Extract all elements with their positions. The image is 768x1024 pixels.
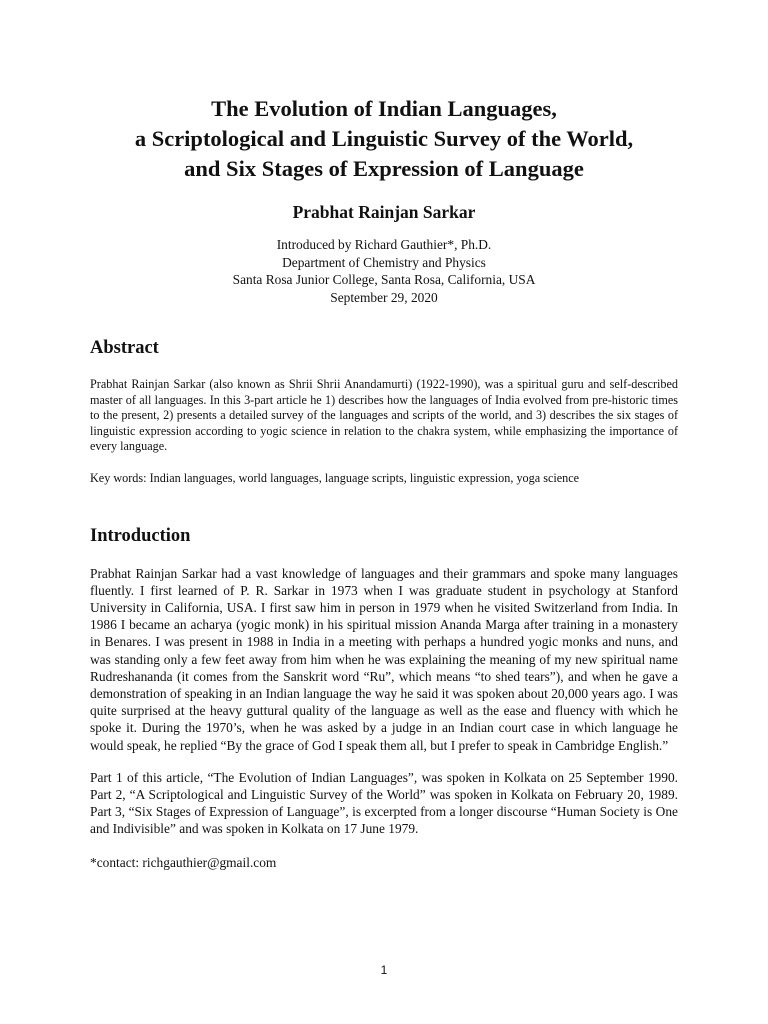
title-line-1: The Evolution of Indian Languages, [211,96,557,121]
abstract-text: Prabhat Rainjan Sarkar (also known as Shrii Shrii Anandamurti) (1922-1990), was a spiritual guru and self-described master of all languages. In this 3-part article he 1) describes how the languages of India evolved from pre-historic times to the present, 2) presents a detailed survey of the languages and scripts of the world, and 3) describes the six stages of linguistic expression according to yogic science in relation to the chakra system, while emphasizing the importance of every language. [90,377,678,454]
college: Santa Rosa Junior College, Santa Rosa, California, USA [232,272,536,287]
paper-title [90,94,678,184]
introduced-by: Introduced by Richard Gauthier*, Ph.D. [276,237,492,252]
abstract-heading: Abstract [90,338,159,358]
contact-footnote: *contact: richgauthier@gmail.com [90,854,277,870]
title-line-2: a Scriptological and Linguistic Survey of the World, [134,126,634,151]
department: Department of Chemistry and Physics [282,254,486,270]
publication-date: September 29, 2020 [330,289,438,305]
document-page [90,0,678,871]
introduction-paragraph-1: Prabhat Rainjan Sarkar had a vast knowledge of languages and their grammars and spoke many languages fluently. I first learned of P. R. Sarkar in 1973 when I was graduate student in psychology at Stanford University in California, USA. I first saw him in person in 1979 when he visited Switzerland from India. In 1986 I became an acharya (yogic monk) in his spiritual mission Ananda Marga after training in a monastery in Benares. I was present in 1988 in India in a meeting with perhaps a hundred yogic monks and nuns, and was standing only a few feet away from him when he was explaining the meaning of my new spiritual name Rudreshananda (it comes from the Sanskrit word “Ru”, which means “to shed tears”), and when he gave a demonstration of speaking in an Indian language the way he said it was spoken about 20,000 years ago. I was quite surprised at the heavy guttural quality of the language as well as the ease and fluency with which he spoke it. During the 1970’s, when he was asked by a judge in an Indian court case in which language he would speak, he replied “By the grace of God I speak them all, but I prefer to speak in Cambridge English.” [90,565,678,753]
introduction-paragraph-2: Part 1 of this article, “The Evolution of Indian Languages”, was spoken in Kolkata on 25 September 1990. Part 2, “A Scriptological and Linguistic Survey of the World” was spoken in Kolkata on February 20, 1989. Part 3, “Six Stages of Expression of Language”, is excerpted from a longer discourse “Human Society is One and Indivisible” and was spoken in Kolkata on 17 June 1979. [90,769,678,837]
affiliation-block [90,236,678,306]
introduction-heading: Introduction [90,525,191,546]
title-line-3: and Six Stages of Expression of Language [184,156,584,181]
page-number: 1 [380,963,388,977]
author-name: Prabhat Rainjan Sarkar [292,202,476,222]
keywords: Key words: Indian languages, world languages, language scripts, linguistic expression, yoga science [90,470,580,485]
